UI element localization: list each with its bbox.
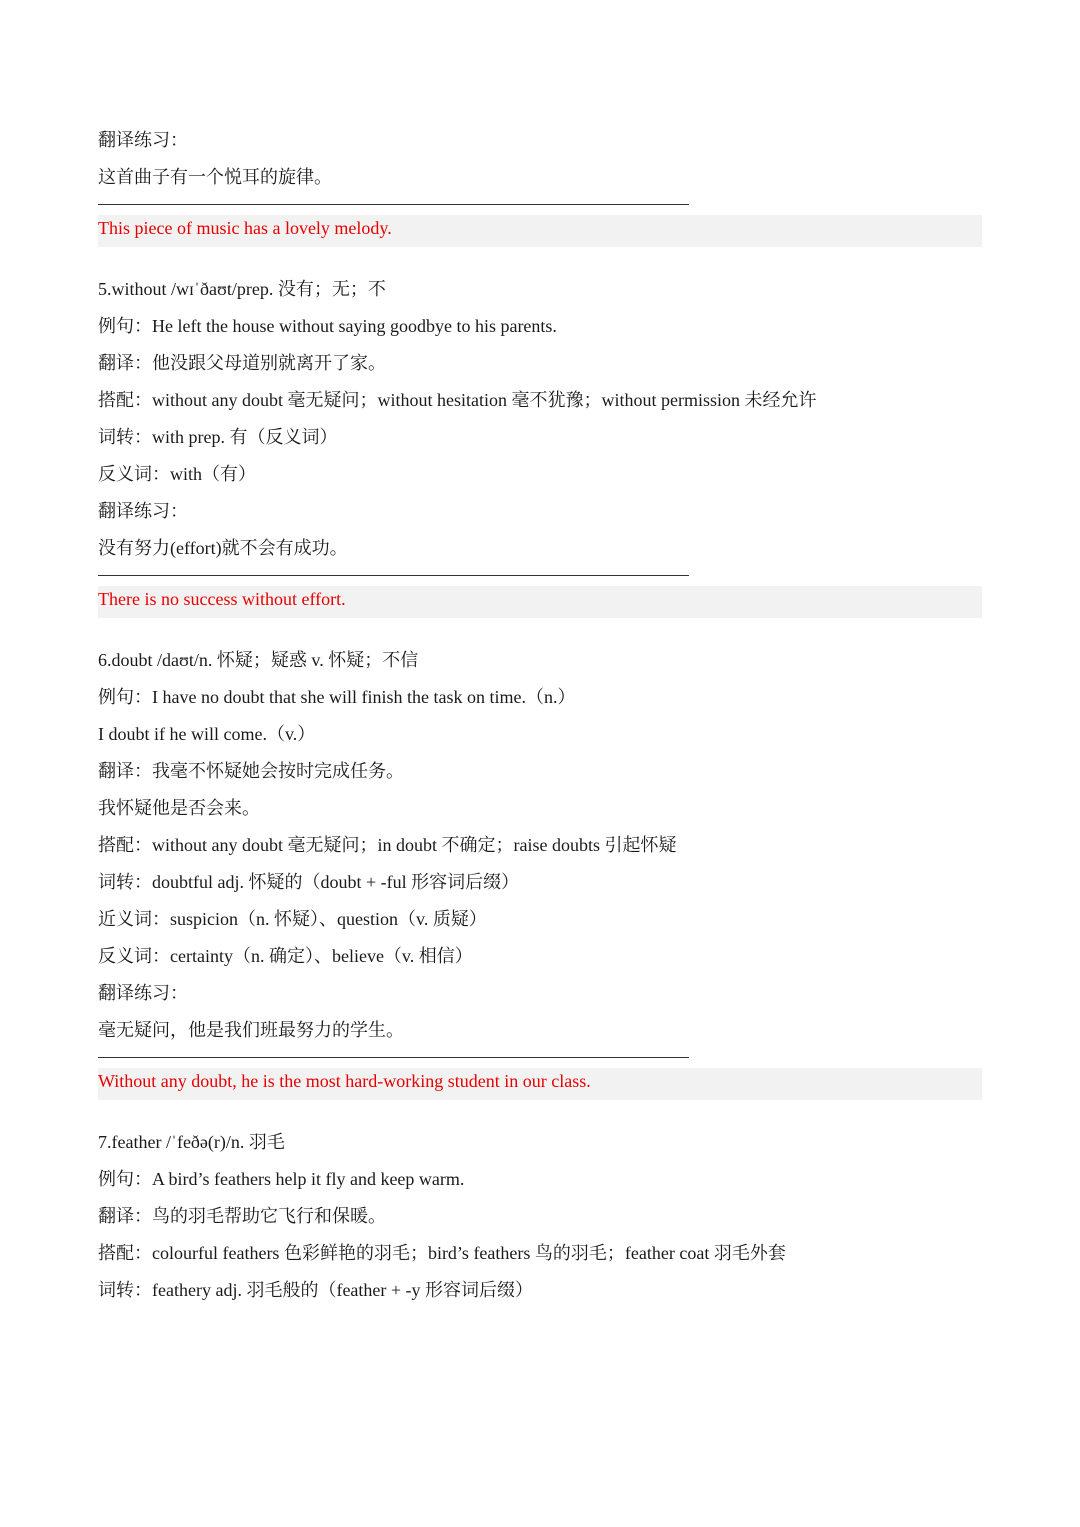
answer-box: Without any doubt, he is the most hard-working student in our class.: [98, 1068, 982, 1100]
answer-box: There is no success without effort.: [98, 586, 982, 618]
entry-antonym: 反义词：with（有）: [98, 464, 257, 484]
entry-translation: 翻译：鸟的羽毛帮助它飞行和保暖。: [98, 1206, 386, 1226]
answer-blank-line: [98, 204, 689, 205]
entry-collocation: 搭配：without any doubt 毫无疑问；in doubt 不确定；raise doubts 引起怀疑: [98, 835, 677, 855]
entry-synonym: 近义词：suspicion（n. 怀疑）、question（v. 质疑）: [98, 909, 487, 929]
practice-label: 翻译练习：: [98, 501, 188, 521]
entry-antonym: 反义词：certainty（n. 确定）、believe（v. 相信）: [98, 946, 473, 966]
entry-conversion: 词转：feathery adj. 羽毛般的（feather + -y 形容词后缀）: [98, 1280, 534, 1300]
practice-sentence: 毫无疑问，他是我们班最努力的学生。: [98, 1020, 404, 1040]
entry-collocation: 搭配：colourful feathers 色彩鲜艳的羽毛；bird’s feathers 鸟的羽毛；feather coat 羽毛外套: [98, 1243, 786, 1263]
practice-label: 翻译练习：: [98, 130, 188, 150]
entry-example-2: I doubt if he will come.（v.）: [98, 724, 316, 744]
entry-conversion: 词转：with prep. 有（反义词）: [98, 427, 338, 447]
entry-example: 例句：I have no doubt that she will finish the task on time.（n.）: [98, 687, 576, 707]
entry-headword: 6.doubt /daʊt/n. 怀疑；疑惑 v. 怀疑；不信: [98, 650, 419, 670]
practice-label: 翻译练习：: [98, 983, 188, 1003]
entry-translation: 翻译：我毫不怀疑她会按时完成任务。: [98, 761, 404, 781]
entry-collocation: 搭配：without any doubt 毫无疑问；without hesitation 毫不犹豫；without permission 未经允许: [98, 390, 817, 410]
entry-headword: 7.feather /ˈfeðə(r)/n. 羽毛: [98, 1132, 285, 1152]
answer-blank-line: [98, 1057, 689, 1058]
practice-sentence: 没有努力(effort)就不会有成功。: [98, 538, 348, 558]
answer-blank-line: [98, 575, 689, 576]
practice-sentence: 这首曲子有一个悦耳的旋律。: [98, 167, 332, 187]
entry-example: 例句：A bird’s feathers help it fly and keep warm.: [98, 1169, 465, 1189]
entry-translation-2: 我怀疑他是否会来。: [98, 798, 260, 818]
answer-box: This piece of music has a lovely melody.: [98, 215, 982, 247]
entry-translation: 翻译：他没跟父母道别就离开了家。: [98, 353, 386, 373]
entry-conversion: 词转：doubtful adj. 怀疑的（doubt + -ful 形容词后缀）: [98, 872, 520, 892]
entry-headword: 5.without /wɪˈðaʊt/prep. 没有；无；不: [98, 279, 386, 299]
entry-example: 例句：He left the house without saying goodbye to his parents.: [98, 316, 557, 336]
document-page: [98, 130, 982, 1317]
